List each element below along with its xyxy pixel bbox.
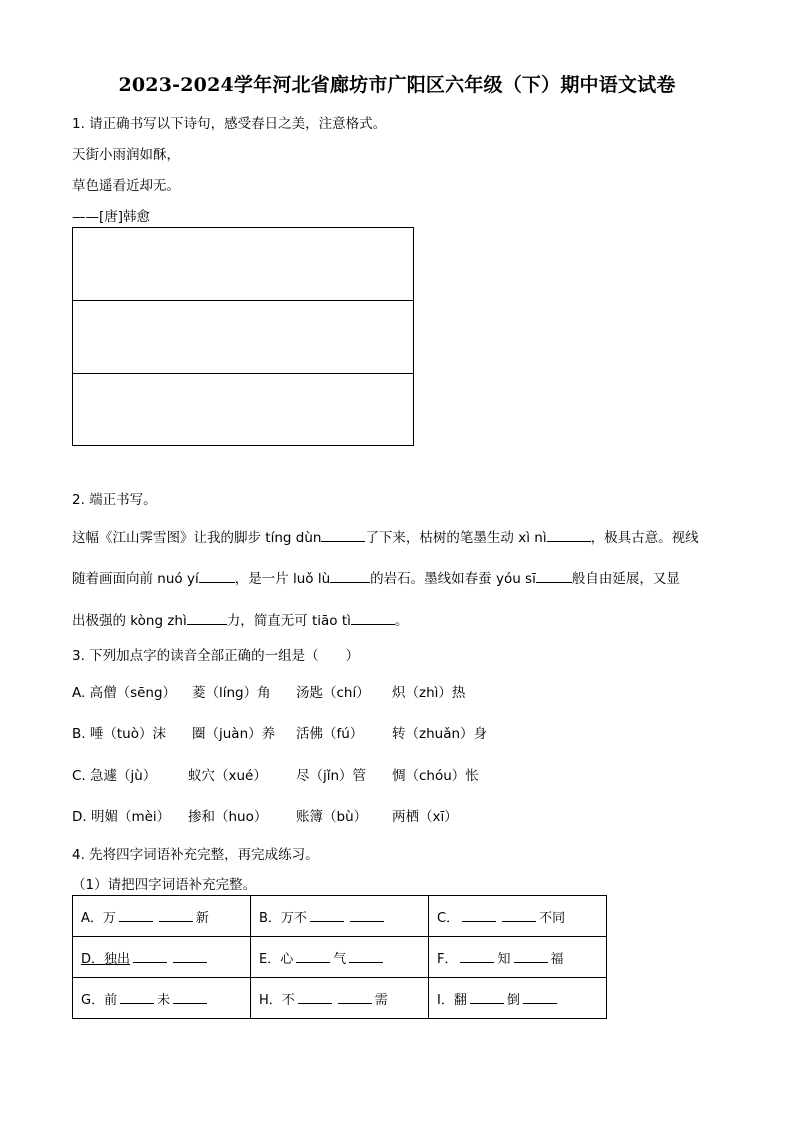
cell-text: H．不 [259,992,295,1008]
q2-text: 出极强的 kòng zhì [72,613,187,629]
cell-text: C． [437,910,460,926]
q2-prompt: 2. 端正书写。 [72,492,157,508]
answer-blank[interactable] [502,909,536,922]
answer-blank[interactable] [119,909,153,922]
answer-blank[interactable] [470,991,504,1004]
option-word: C. 急遽（jù） [72,768,157,784]
q3-option-d[interactable] [72,805,458,825]
idiom-table [72,895,607,1019]
option-word: 圈（juàn）养 [192,726,276,742]
idiom-cell-c[interactable] [429,896,607,937]
q3-option-a[interactable] [72,681,465,701]
option-word: 掺和（huo） [188,809,268,825]
answer-blank[interactable] [310,909,344,922]
writing-row[interactable] [73,301,413,374]
answer-blank[interactable] [338,991,372,1004]
cell-text: 不同 [539,910,566,926]
option-word: 活佛（fú） [296,726,364,742]
answer-blank[interactable] [159,909,193,922]
idiom-cell-b[interactable] [251,896,429,937]
q3-option-b[interactable] [72,722,487,742]
option-word: D. 明媚（mèi） [72,809,171,825]
answer-blank[interactable] [120,991,154,1004]
q1-prompt: 1. 请正确书写以下诗句，感受春日之美，注意格式。 [72,116,387,132]
option-word: A. 高僧（sēng） [72,685,177,701]
cell-text: 知 [497,951,511,967]
option-word: 惆（chóu）怅 [392,768,479,784]
q2-text: 。 [394,613,409,629]
cell-text: 需 [374,992,388,1008]
writing-row[interactable] [73,228,413,301]
answer-blank[interactable] [298,991,332,1004]
answer-blank[interactable] [349,950,383,963]
answer-blank[interactable] [321,527,365,542]
option-word: 两栖（xī） [392,809,458,825]
answer-blank[interactable] [350,909,384,922]
answer-blank[interactable] [173,991,207,1004]
cell-text: G．前 [81,992,118,1008]
answer-blank[interactable] [187,610,227,625]
table-row [73,937,607,978]
q4-sub1: （1）请把四字词语补充完整。 [72,877,257,893]
writing-grid[interactable] [72,227,414,446]
q2-text: 这幅《江山霁雪图》让我的脚步 tíng dùn [72,530,322,546]
idiom-cell-f[interactable] [429,937,607,978]
cell-text: D．独出 [81,951,131,967]
option-word: 账簿（bù） [296,809,368,825]
cell-text: 新 [195,910,209,926]
answer-blank[interactable] [460,950,494,963]
cell-text: I．翻 [437,992,467,1008]
idiom-cell-e[interactable] [251,937,429,978]
poem-line-2: 草色遥看近却无。 [72,178,180,194]
option-word: 蚁穴（xué） [188,768,267,784]
poem-line-1: 天街小雨润如酥， [72,147,180,163]
q2-text: 了下来，枯树的笔墨生动 xì nì [365,530,547,546]
exam-title: 2023-2024学年河北省廊坊市广阳区六年级（下）期中语文试卷 [118,74,676,96]
q2-text: 力，简直无可 tiāo tì [226,613,351,629]
idiom-cell-d[interactable] [73,937,251,978]
q3-option-c[interactable] [72,764,479,784]
q2-line-3 [72,609,408,629]
idiom-cell-h[interactable] [251,978,429,1019]
option-word: 菱（líng）角 [192,685,271,701]
cell-text: 倒 [506,992,520,1008]
table-row [73,978,607,1019]
answer-blank[interactable] [523,991,557,1004]
cell-text: 未 [157,992,171,1008]
cell-text: A．万 [81,910,116,926]
q2-text: 般自由延展，又显 [571,571,680,587]
idiom-cell-g[interactable] [73,978,251,1019]
writing-row[interactable] [73,374,413,447]
q2-text: 随着画面向前 nuó yí [72,571,199,587]
answer-blank[interactable] [547,527,591,542]
q2-line-2 [72,567,680,587]
poem-author: ——[唐]韩愈 [72,209,151,225]
option-word: 尽（jǐn）管 [296,768,367,784]
q2-text: ，极具古意。视线 [590,530,699,546]
answer-blank[interactable] [351,610,395,625]
cell-text: 气 [333,951,347,967]
answer-blank[interactable] [514,950,548,963]
q4-prompt: 4. 先将四字词语补充完整，再完成练习。 [72,847,319,863]
idiom-cell-a[interactable] [73,896,251,937]
answer-blank[interactable] [133,950,167,963]
answer-blank[interactable] [199,568,235,583]
q3-prompt: 3. 下列加点字的读音全部正确的一组是（ ） [72,648,360,664]
idiom-cell-i[interactable] [429,978,607,1019]
q2-text: ，是一片 luǒ lù [234,571,331,587]
cell-text: 福 [550,951,564,967]
q2-line-1 [72,526,699,546]
q2-text: 的岩石。墨线如春蚕 yóu sī [370,571,536,587]
option-word: 炽（zhì）热 [392,685,466,701]
answer-blank[interactable] [462,909,496,922]
answer-blank[interactable] [173,950,207,963]
answer-blank[interactable] [330,568,370,583]
option-word: 汤匙（chí） [296,685,370,701]
cell-text: B．万不 [259,910,307,926]
answer-blank[interactable] [296,950,330,963]
table-row [73,896,607,937]
option-word: B. 唾（tuò）沫 [72,726,166,742]
answer-blank[interactable] [536,568,572,583]
option-word: 转（zhuǎn）身 [392,726,488,742]
cell-text: F． [437,951,458,967]
cell-text: E．心 [259,951,294,967]
